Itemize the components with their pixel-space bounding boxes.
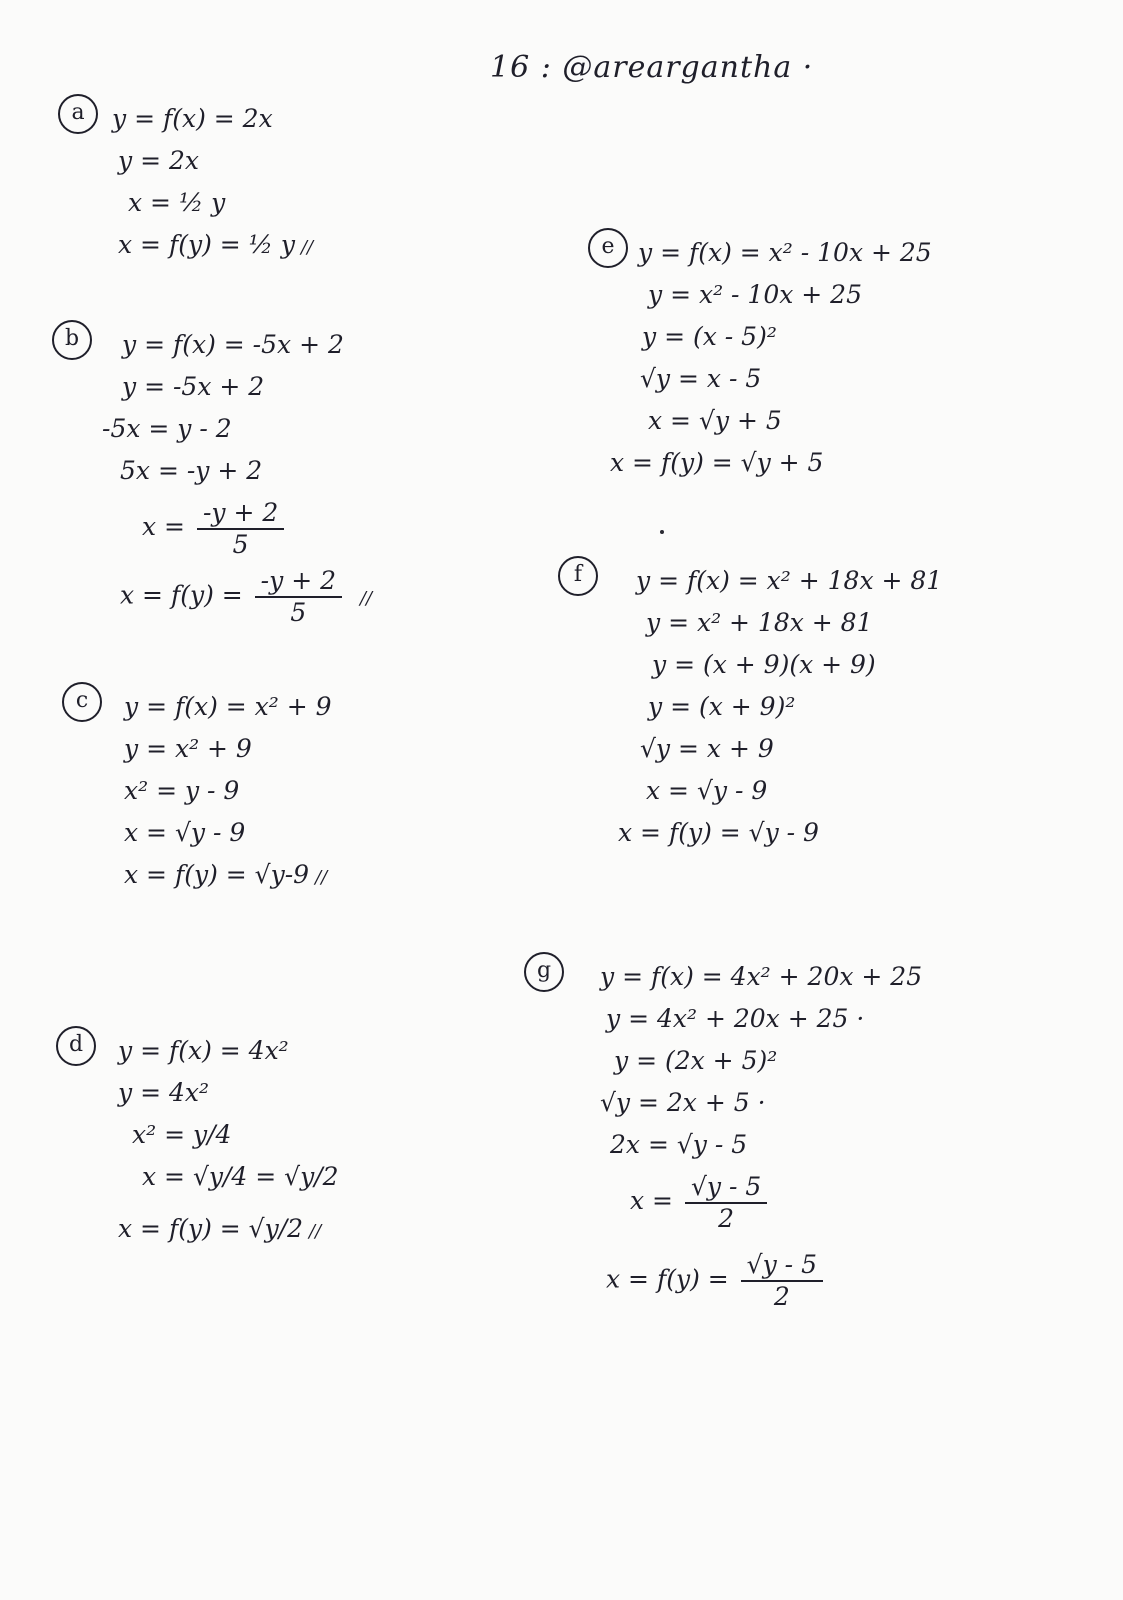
problem-label-b: b: [52, 320, 92, 360]
problem-g-line: y = (2x + 5)²: [614, 1046, 778, 1075]
problem-label-e: e: [588, 228, 628, 268]
problem-g: [524, 956, 922, 1312]
fraction: [255, 566, 342, 628]
problem-e-line: y = x² - 10x + 25: [648, 280, 862, 309]
problem-c-line: y = f(x) = x² + 9: [124, 692, 332, 721]
problem-f-line: y = (x + 9)²: [648, 692, 796, 721]
problem-e: [588, 232, 932, 484]
problem-e-line: y = (x - 5)²: [642, 322, 777, 351]
problem-f-line: √y = x + 9: [640, 734, 774, 763]
problem-g-final-lhs: x = f(y) =: [606, 1264, 729, 1294]
problem-d-line: x² = y/4: [132, 1120, 232, 1149]
problem-g-line: y = f(x) = 4x² + 20x + 25: [600, 962, 923, 991]
problem-c-line: y = x² + 9: [124, 734, 252, 763]
problem-a-line: x = ½ y: [128, 188, 226, 217]
problem-e-line: √y = x - 5: [640, 364, 762, 393]
problem-b: [52, 324, 372, 628]
problem-f-line: y = x² + 18x + 81: [646, 608, 873, 637]
fraction-numerator: -y + 2: [255, 566, 342, 598]
fraction-numerator: -y + 2: [197, 498, 284, 530]
fraction-denominator: 2: [773, 1282, 790, 1311]
done-mark: //: [300, 237, 314, 258]
problem-d: [56, 1030, 339, 1253]
page-header: 16 : @areargantha ·: [490, 50, 814, 85]
problem-c-final: x = f(y) = √y-9: [124, 860, 310, 889]
fraction-denominator: 2: [718, 1203, 735, 1233]
done-mark: //: [309, 1221, 322, 1242]
problem-a-final: x = f(y) = ½ y: [118, 230, 295, 259]
problem-a-line: y = 2x: [118, 146, 199, 175]
problem-c-line: x² = y - 9: [124, 776, 240, 805]
problem-f: [558, 560, 942, 854]
fraction: [197, 498, 284, 560]
fraction-numerator: √y - 5: [685, 1172, 767, 1204]
fraction-denominator: 5: [232, 529, 249, 559]
problem-label-c: c: [62, 682, 102, 722]
problem-a: [58, 98, 313, 269]
problem-f-line: y = (x + 9)(x + 9): [652, 650, 876, 679]
problem-label-g: g: [524, 952, 564, 992]
fraction: [685, 1172, 767, 1234]
problem-f-final: x = f(y) = √y - 9: [618, 818, 819, 847]
stray-dot: [660, 530, 664, 534]
problem-c: [62, 686, 332, 899]
done-mark: //: [315, 867, 328, 888]
fraction-numerator: √y - 5: [741, 1250, 823, 1282]
done-mark: //: [359, 587, 373, 609]
problem-g-line: √y = 2x + 5 ·: [600, 1088, 766, 1117]
problem-e-line: x = √y + 5: [648, 406, 782, 435]
fraction-denominator: 5: [290, 598, 307, 627]
problem-b-final-lhs: x = f(y) =: [120, 580, 243, 610]
problem-g-line: 2x = √y - 5: [610, 1130, 748, 1159]
problem-d-line: y = f(x) = 4x²: [118, 1036, 289, 1065]
problem-b-line: -5x = y - 2: [102, 414, 232, 443]
problem-e-line: y = f(x) = x² - 10x + 25: [638, 238, 932, 267]
problem-g-line: y = 4x² + 20x + 25 ·: [606, 1004, 865, 1033]
problem-b-line: y = f(x) = -5x + 2: [122, 330, 344, 359]
problem-d-final: x = f(y) = √y/2: [118, 1214, 304, 1243]
problem-label-d: d: [56, 1026, 96, 1066]
problem-f-line: y = f(x) = x² + 18x + 81: [636, 566, 943, 595]
problem-g-frac-lhs: x =: [630, 1186, 673, 1215]
problem-label-f: f: [558, 556, 598, 596]
problem-d-line: x = √y/4 = √y/2: [142, 1162, 339, 1191]
problem-e-final: x = f(y) = √y + 5: [610, 448, 824, 477]
problem-b-frac-lhs: x =: [142, 512, 185, 541]
problem-label-a: a: [58, 94, 98, 134]
problem-d-line: y = 4x²: [118, 1078, 209, 1107]
problem-a-line: y = f(x) = 2x: [112, 104, 273, 133]
problem-c-line: x = √y - 9: [124, 818, 246, 847]
problem-b-line: y = -5x + 2: [122, 372, 265, 401]
problem-b-line: 5x = -y + 2: [120, 456, 263, 485]
problem-f-line: x = √y - 9: [646, 776, 768, 805]
fraction: [741, 1250, 823, 1312]
